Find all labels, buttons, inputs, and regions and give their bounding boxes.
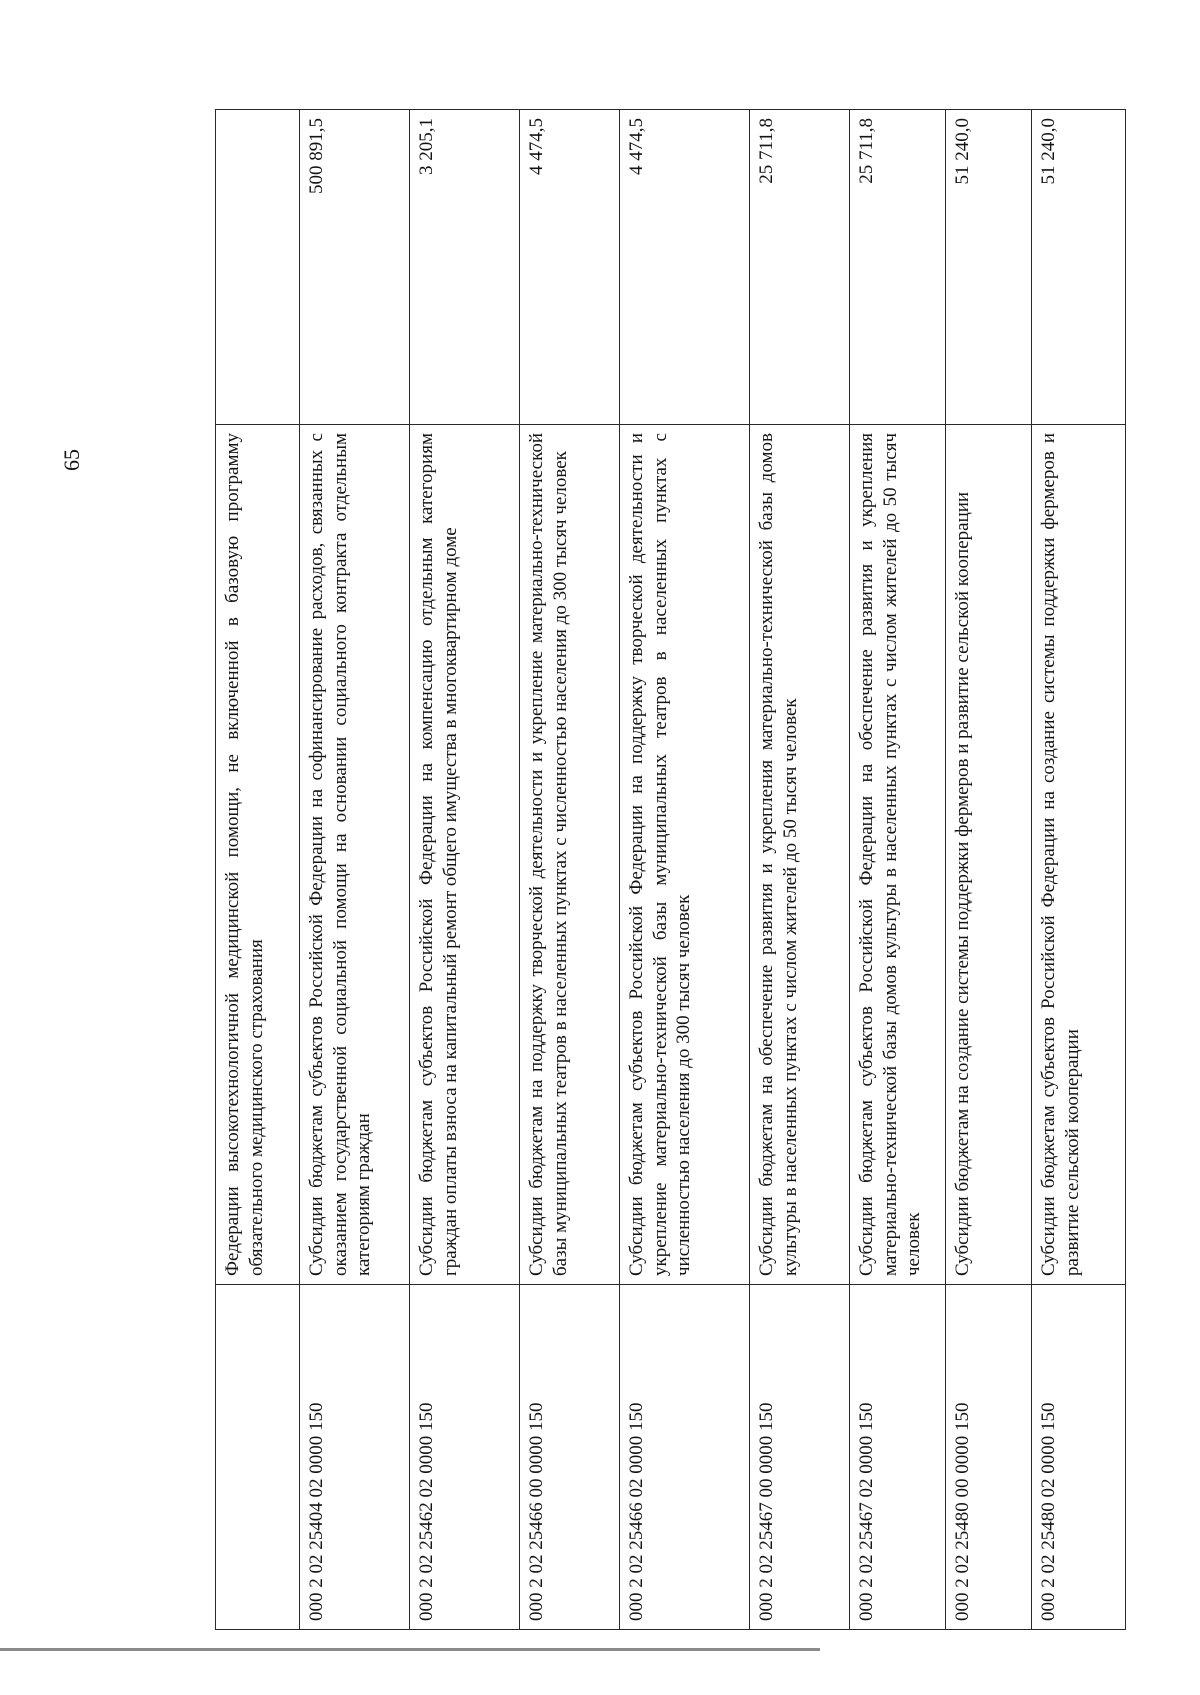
table-row	[520, 110, 620, 1630]
description-cell: Субсидии бюджетам на поддержку творческой деятельности и укрепление материально-технической базы муниципальных театров в населенных пунктах с численностью населения до 300 тысяч человек	[520, 425, 620, 1285]
budget-table	[215, 109, 1126, 1630]
budget-code-cell: 000 2 02 25480 00 0000 150	[946, 1285, 1032, 1630]
description-cell: Субсидии бюджетам субъектов Российской Федерации на обеспечение развития и укрепления материально-технической базы домов культуры в населенных пунктах с числом жителей до 50 тысяч человек	[850, 425, 946, 1285]
description-cell: Субсидии бюджетам субъектов Российской Федерации на поддержку творческой деятельности и укрепление материально-технической базы муниципальных театров в населенных пунктах с численностью населения до 300 тысяч человек	[620, 425, 750, 1285]
budget-code-cell: 000 2 02 25480 02 0000 150	[1032, 1285, 1126, 1630]
table-row	[216, 110, 300, 1630]
table-row	[300, 110, 410, 1630]
rotated-table-container	[215, 110, 1125, 1630]
amount-cell: 25 711,8	[750, 110, 850, 425]
budget-code-cell: 000 2 02 25467 00 0000 150	[750, 1285, 850, 1630]
amount-cell: 25 711,8	[850, 110, 946, 425]
amount-cell: 3 205,1	[410, 110, 520, 425]
table-row	[946, 110, 1032, 1630]
table-row	[620, 110, 750, 1630]
budget-code-cell: 000 2 02 25404 02 0000 150	[300, 1285, 410, 1630]
page-number: 65	[59, 449, 84, 471]
budget-code-cell: 000 2 02 25466 02 0000 150	[620, 1285, 750, 1630]
budget-code-cell: 000 2 02 25467 02 0000 150	[850, 1285, 946, 1630]
table-row	[410, 110, 520, 1630]
description-cell: Субсидии бюджетам субъектов Российской Федерации на создание системы поддержки фермеров и развитие сельской кооперации	[1032, 425, 1126, 1285]
table-row	[1032, 110, 1126, 1630]
budget-code-cell: 000 2 02 25462 02 0000 150	[410, 1285, 520, 1630]
amount-cell	[216, 110, 300, 425]
budget-code-cell: 000 2 02 25466 00 0000 150	[520, 1285, 620, 1630]
table-row	[750, 110, 850, 1630]
amount-cell: 4 474,5	[520, 110, 620, 425]
description-cell: Субсидии бюджетам субъектов Российской Федерации на софинансирование расходов, связанных с оказанием государственной социальной помощи на основании социального контракта отдельным категориям граждан	[300, 425, 410, 1285]
amount-cell: 51 240,0	[1032, 110, 1126, 425]
amount-cell: 500 891,5	[300, 110, 410, 425]
description-cell: Федерации высокотехнологичной медицинской помощи, не включенной в базовую программу обязательного медицинского страхования	[216, 425, 300, 1285]
description-cell: Субсидии бюджетам на создание системы поддержки фермеров и развитие сельской кооперации	[946, 425, 1032, 1285]
scan-edge-line	[0, 1648, 820, 1651]
description-cell: Субсидии бюджетам субъектов Российской Федерации на компенсацию отдельным категориям граждан оплаты взноса на капитальный ремонт общего имущества в многоквартирном доме	[410, 425, 520, 1285]
table-row	[850, 110, 946, 1630]
budget-code-cell	[216, 1285, 300, 1630]
description-cell: Субсидии бюджетам на обеспечение развития и укрепления материально-технической базы домов культуры в населенных пунктах с числом жителей до 50 тысяч человек	[750, 425, 850, 1285]
amount-cell: 4 474,5	[620, 110, 750, 425]
amount-cell: 51 240,0	[946, 110, 1032, 425]
